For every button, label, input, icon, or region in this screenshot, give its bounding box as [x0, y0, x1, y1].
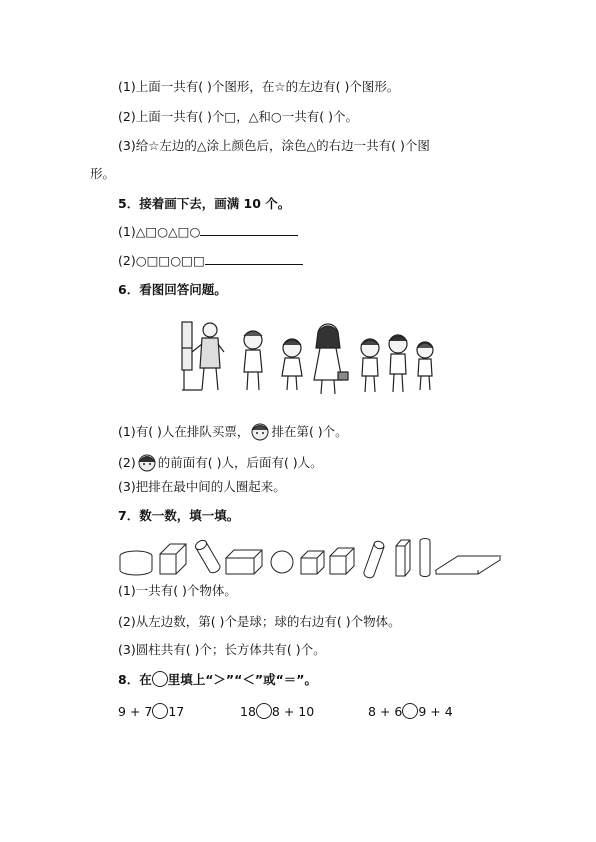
solid-shapes-row — [118, 536, 503, 580]
board-shape-icon — [436, 556, 500, 574]
q6-line3: (3)把排在最中间的人圈起来。 — [118, 479, 286, 494]
q5-line2 — [118, 253, 303, 269]
cuboid-shape-icon — [160, 544, 186, 574]
q7-line2: (2)从左边数，第( )个是球；球的右边有( )个物体。 — [118, 614, 401, 629]
q6-line2 — [118, 452, 323, 476]
circle-placeholder-icon — [152, 671, 168, 687]
expr2-right: 8 + 10 — [271, 704, 315, 719]
expr3-left: 8 + 6 — [368, 704, 403, 719]
q8-expression-3 — [368, 703, 453, 720]
cube-shape-icon — [301, 551, 324, 574]
q8-expression-1 — [118, 703, 184, 720]
ball-shape-icon — [271, 551, 293, 573]
q6-line2-part-a: (2) — [118, 455, 136, 470]
q4-line1: (1)上面一共有( )个图形，在☆的左边有( )个图形。 — [118, 79, 400, 94]
q8-expression-2 — [240, 703, 314, 720]
q7-line1: (1)一共有( )个物体。 — [118, 583, 237, 598]
cylinder-shape-icon — [120, 551, 152, 575]
q6-line2-part-b: 的前面有( )人，后面有( )人。 — [157, 455, 323, 470]
q8-title — [118, 671, 317, 688]
tilted-cylinder-shape-icon — [364, 540, 385, 578]
q5-line1 — [118, 224, 298, 240]
expr2-left: 18 — [240, 704, 256, 719]
boy-head-icon — [249, 421, 271, 445]
cuboid-shape-icon — [226, 550, 262, 574]
q5-answer-line1[interactable] — [200, 224, 298, 236]
q6-line1-part-b: 排在第( )个。 — [271, 424, 348, 439]
q4-line3-continued: 形。 — [90, 166, 116, 181]
q4-line3: (3)给☆左边的△涂上颜色后，涂色△的右边一共有( )个图 — [118, 138, 430, 153]
q5-answer-line2[interactable] — [205, 253, 303, 265]
q6-line1 — [118, 421, 348, 445]
tilted-cylinder-shape-icon — [194, 539, 220, 573]
ticket-queue-illustration — [180, 318, 440, 398]
expr3-right: 9 + 4 — [418, 704, 453, 719]
cuboid-shape-icon — [396, 540, 410, 576]
q7-line3: (3)圆柱共有( )个；长方体共有( )个。 — [118, 642, 326, 657]
q8-title-part-b: 里填上“＞”“＜”或“＝”。 — [167, 672, 317, 687]
q7-title: 7．数一数，填一填。 — [118, 508, 240, 523]
compare-circle-1[interactable] — [152, 703, 168, 719]
q6-title: 6．看图回答问题。 — [118, 282, 227, 297]
q5-title: 5．接着画下去，画满 10 个。 — [118, 196, 291, 211]
q5-pattern1: (1)△□○△□○ — [118, 224, 201, 239]
cuboid-shape-icon — [330, 548, 354, 574]
girl-head-icon — [136, 452, 158, 476]
compare-circle-2[interactable] — [256, 703, 272, 719]
q8-title-part-a: 8．在 — [118, 672, 152, 687]
q6-line1-part-a: (1)有( )人在排队买票， — [118, 424, 250, 439]
q4-line2: (2)上面一共有( )个□，△和○一共有( )个。 — [118, 109, 358, 124]
cylinder-shape-icon — [420, 539, 430, 577]
expr1-right: 17 — [168, 704, 185, 719]
expr1-left: 9 + 7 — [118, 704, 153, 719]
q5-pattern2: (2)○□□○□□ — [118, 253, 205, 268]
compare-circle-3[interactable] — [402, 703, 418, 719]
